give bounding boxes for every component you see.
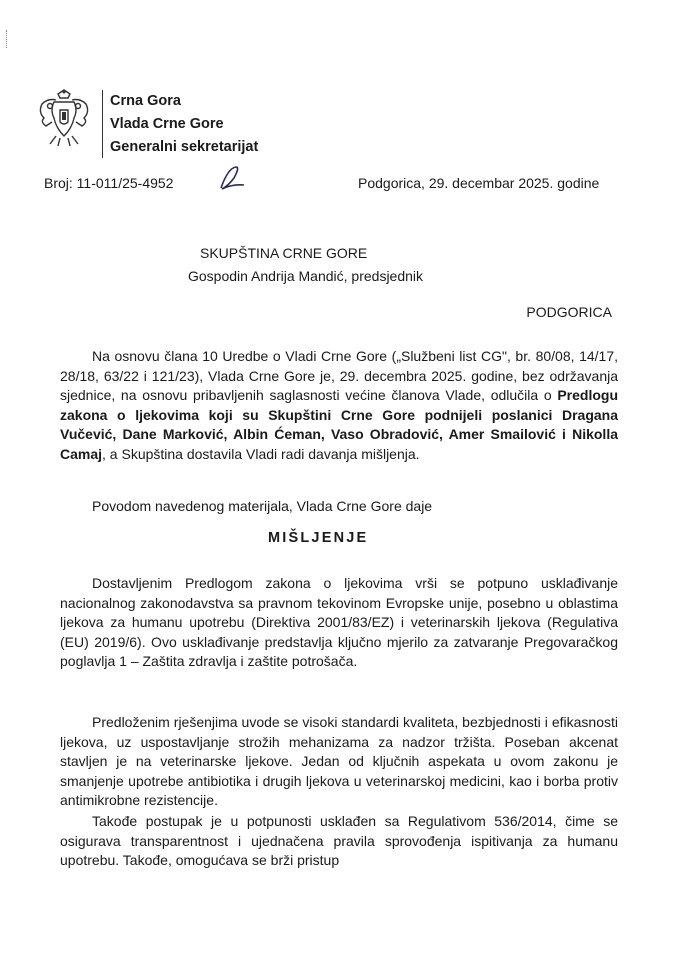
intro-text-end: , a Skupština dostavila Vladi radi davanja mišljenja. <box>102 445 420 462</box>
header-divider <box>102 90 103 158</box>
scan-edge-mark <box>6 30 9 48</box>
intro-paragraph <box>60 347 618 464</box>
intro-bill-title: Predlogu zakona o ljekovima koji su Skupštini Crne Gore podnijeli poslanici Dragana Vučević, Dane Marković, Albin Ćeman, Vaso Obradović, Amer Smailović i Nikolla Camaj <box>60 387 618 462</box>
opinion-paragraph-3: Takođe postupak je u potpunosti usklađen sa Regulativom 536/2014, čime se osigurava transparentnost i ujednačena pravila sprovođenja ispitivanja za humanu upotrebu. Takođe, omogućava se brži pristup <box>60 813 618 868</box>
intro-followup: Povodom navedenog materijala, Vlada Crne Gore daje <box>92 498 433 514</box>
opinion-paragraph-2: Predloženim rješenjima uvode se visoki standardi kvaliteta, bezbjednosti i efikasnosti ljekova, uz uspostavljanje strožih mehanizama za nadzor tržišta. Poseban akcenat stavljen je na veterinarske ljekove. Jedan od ključnih aspekata u ovom zakonu je smanjenje upotrebe antibiotika i drugih ljekova u veterinarskoj medicini, kao i borba protiv antimikrobne rezistencije. <box>60 714 618 808</box>
secretariat-name: Generalni sekretarijat <box>110 139 259 155</box>
recipient-person: Gospodin Andrija Mandić, predsjednik <box>188 268 424 284</box>
recipient-city: PODGORICA <box>526 304 612 320</box>
coat-of-arms-icon <box>36 88 92 150</box>
recipient-institution: SKUPŠTINA CRNE GORE <box>200 245 368 261</box>
place-and-date: Podgorica, 29. decembar 2025. godine <box>358 175 600 191</box>
document-title: MIŠLJENJE <box>268 530 369 546</box>
issuer-block <box>110 90 258 159</box>
government-name: Vlada Crne Gore <box>110 116 224 132</box>
opinion-paragraph-1: Dostavljenim Predlogom zakona o ljekovima vrši se potpuno usklađivanje nacionalnog zakonodavstva sa pravnom tekovinom Evropske unije, posebno u oblastima ljekova za humanu upotrebu (Direktiva 2001/83/EZ) i veterinarskih ljekova (Regulativa (EU) 2019/6). Ovo usklađivanje predstavlja ključno mjerilo za zatvaranje Pregovaračkog poglavlja 1 – Zaštita zdravlja i zaštite potrošača. <box>60 575 618 669</box>
handwritten-initial-signature <box>218 164 248 192</box>
reference-number: Broj: 11-011/25-4952 <box>44 175 174 191</box>
country-name: Crna Gora <box>110 93 181 109</box>
intro-text-start: Na osnovu člana 10 Uredbe o Vladi Crne Gore („Službeni list CG", br. 80/08, 14/17, 28/18, 63/22 i 121/23), Vlada Crne Gore je, 29. decembra 2025. godine, bez održavanja sjednice, na osnovu pribavljenih saglasnosti većine članova Vlade, odlučila o <box>60 348 618 403</box>
